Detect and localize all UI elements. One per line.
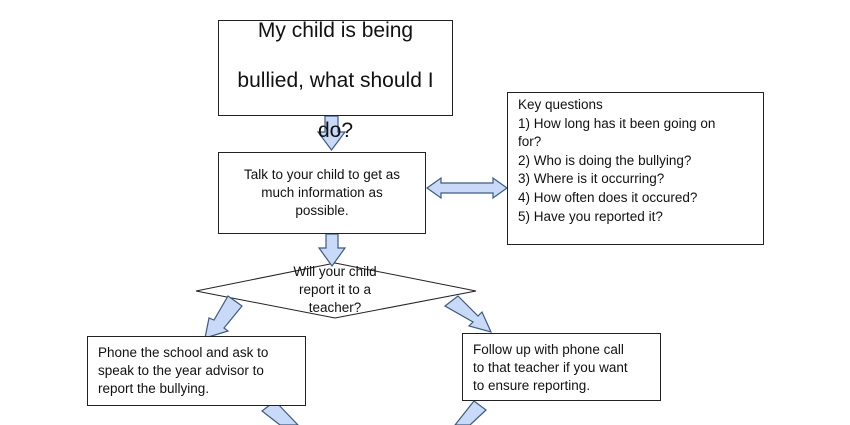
key-question-line: 3) Where is it occurring?	[518, 171, 665, 187]
start-line-2: bullied, what should I	[237, 69, 434, 92]
decision-line-2: report it to a	[298, 282, 372, 297]
talk-line-3: possible.	[295, 203, 349, 218]
arrow-decision-to-yes-branch	[445, 296, 491, 332]
phone-school-line-1: Phone the school and ask to	[98, 345, 269, 360]
talk-text	[244, 166, 400, 220]
arrow-both-talk-key-questions	[427, 178, 507, 198]
decision-line-1: Will your child	[293, 264, 377, 279]
phone-school-box	[87, 336, 306, 406]
phone-school-line-2: speak to the year advisor to	[98, 363, 264, 378]
arrow-down-talk-to-decision	[319, 234, 345, 266]
follow-up-box	[462, 333, 661, 401]
talk-line-2: much information as	[261, 185, 383, 200]
start-box	[218, 19, 453, 142]
start-text	[237, 0, 433, 143]
start-line-1: My child is being	[257, 19, 414, 42]
arrow-down-from-yes-branch	[455, 401, 486, 425]
arrow-decision-to-no-branch	[205, 296, 242, 338]
decision-line-3: teacher?	[308, 300, 362, 315]
follow-up-line-2: to that teacher if you want	[473, 360, 628, 375]
key-question-line: 1) How long has it been going on	[518, 115, 716, 131]
key-questions-box	[507, 92, 764, 245]
key-question-line: 2) Who is doing the bullying?	[518, 152, 692, 168]
follow-up-line-1: Follow up with phone call	[473, 342, 624, 357]
key-question-line: for?	[518, 134, 542, 150]
decision-text	[270, 263, 400, 317]
phone-school-line-3: report the bullying.	[98, 381, 210, 396]
talk-to-child-box	[218, 152, 426, 234]
start-line-3: do?	[317, 119, 354, 142]
key-question-line: 4) How often does it occured?	[518, 189, 698, 205]
follow-up-line-3: to ensure reporting.	[473, 378, 591, 393]
key-question-line: 5) Have you reported it?	[518, 208, 663, 224]
key-questions-heading: Key questions	[518, 97, 603, 112]
talk-line-1: Talk to your child to get as	[243, 167, 401, 182]
